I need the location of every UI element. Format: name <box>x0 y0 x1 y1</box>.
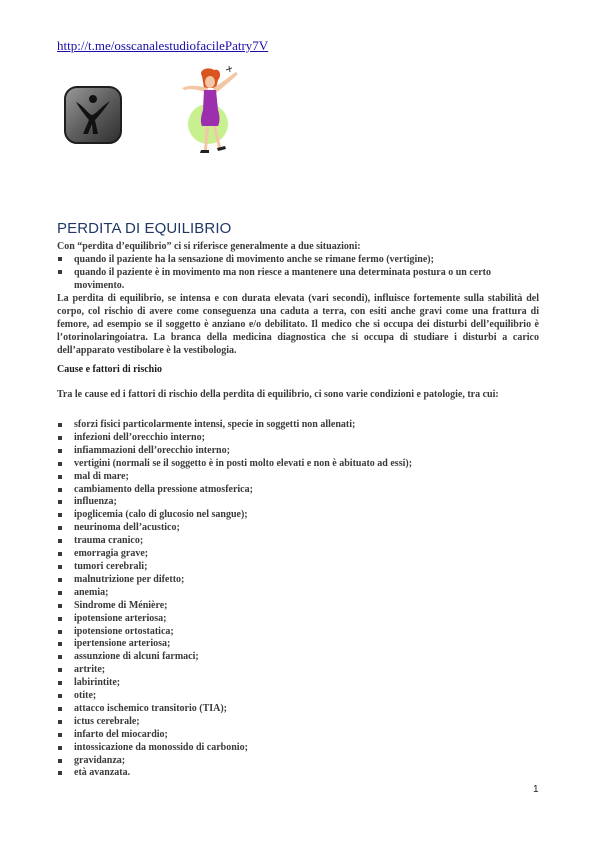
list-item: sforzi fisici particolarmente intensi, specie in soggetti non allenati; <box>57 419 539 432</box>
section-heading: Cause e fattori di rischio <box>57 364 162 375</box>
list-item: ipotensione arteriosa; <box>57 613 539 626</box>
list-item: infezioni dell’orecchio interno; <box>57 432 539 445</box>
document-body <box>57 240 539 780</box>
list-item: infiammazioni dell’orecchio interno; <box>57 445 539 458</box>
causes-list <box>57 419 539 780</box>
list-item: malnutrizione per difetto; <box>57 574 539 587</box>
causes-intro: Tra le cause ed i fattori di rischio della perdita di equilibrio, ci sono varie condizioni e patologie, tra cui: <box>57 389 499 400</box>
list-item: Sindrome di Ménière; <box>57 600 539 613</box>
list-item: cambiamento della pressione atmosferica; <box>57 484 539 497</box>
intro-text: Con “perdita d’equilibrio” ci si riferisce generalmente a due situazioni: <box>57 241 361 252</box>
list-item: età avanzata. <box>57 767 539 780</box>
list-item: labirintite; <box>57 677 539 690</box>
list-item: mal di mare; <box>57 471 539 484</box>
page-title: PERDITA DI EQUILIBRIO <box>57 220 232 237</box>
list-item: artrite; <box>57 664 539 677</box>
list-item: infarto del miocardio; <box>57 729 539 742</box>
list-item: quando il paziente ha la sensazione di movimento anche se rimane fermo (vertigine); <box>57 253 539 266</box>
woman-cartoon-icon <box>180 66 242 156</box>
list-item: anemia; <box>57 587 539 600</box>
list-item: attacco ischemico transitorio (TIA); <box>57 703 539 716</box>
list-item: ipotensione ortostatica; <box>57 626 539 639</box>
situations-list <box>57 253 539 292</box>
list-item: influenza; <box>57 496 539 509</box>
list-item: vertigini (normali se il soggetto è in posti molto elevati e non è abituato ad essi); <box>57 458 539 471</box>
description-paragraph: La perdita di equilibrio, se intensa e con durata elevata (vari secondi), influisce fortemente sulla stabilità del corpo, col rischio di avere come conseguenza una caduta a terra, con esiti anche gravi come una frattura di femore, ad esempio se il soggetto è anziano e/o debilitato. Il medico che si occupa dei disturbi dell’equilibrio è l’otorinolaringoiatra. La branca della medicina diagnostica che si occupa di studiare i disturbi a carico dell’apparato vestibolare è la vestibologia. <box>57 293 539 356</box>
list-item: trauma cranico; <box>57 535 539 548</box>
list-item: quando il paziente è in movimento ma non riesce a mantenere una determinata postura o un certo movimento. <box>57 266 539 292</box>
list-item: ictus cerebrale; <box>57 716 539 729</box>
list-item: otite; <box>57 690 539 703</box>
list-item: intossicazione da monossido di carbonio; <box>57 742 539 755</box>
dancer-logo-icon <box>62 84 124 146</box>
list-item: neurinoma dell’acustico; <box>57 522 539 535</box>
page-number: 1 <box>533 784 539 795</box>
list-item: tumori cerebrali; <box>57 561 539 574</box>
list-item: assunzione di alcuni farmaci; <box>57 651 539 664</box>
header-link[interactable]: http://t.me/osscanalestudiofacilePatry7V <box>57 38 269 53</box>
list-item: gravidanza; <box>57 755 539 768</box>
list-item: ipoglicemia (calo di glucosio nel sangue); <box>57 509 539 522</box>
list-item: ipertensione arteriosa; <box>57 638 539 651</box>
list-item: emorragia grave; <box>57 548 539 561</box>
